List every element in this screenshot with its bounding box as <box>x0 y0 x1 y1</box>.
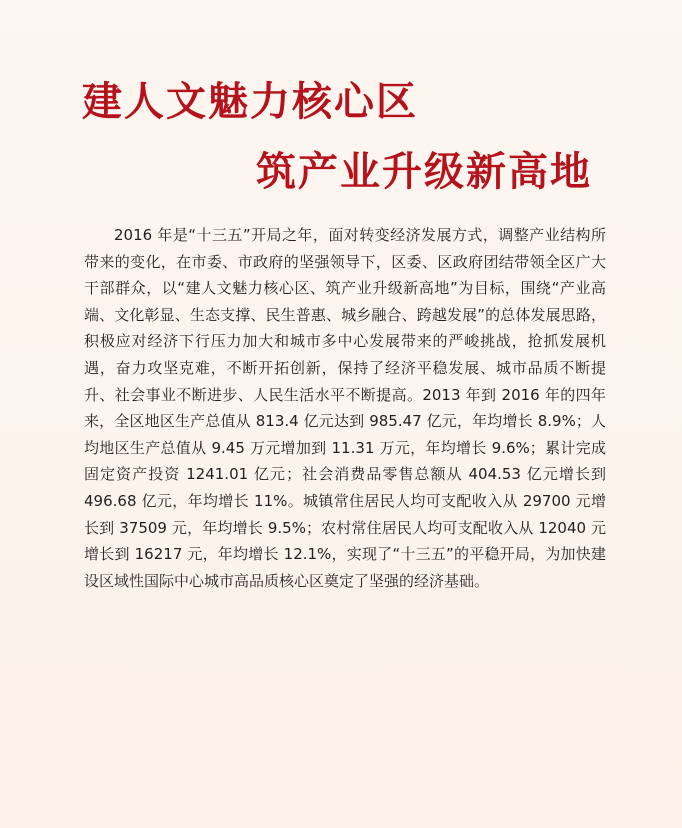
body-text-block <box>84 222 606 594</box>
body-paragraph: 2016 年是“十三五”开局之年，面对转变经济发展方式，调整产业结构所带来的变化，在市委、市政府的坚强领导下，区委、区政府团结带领全区广大干部群众，以“建人文魅力核心区、筑产业升级新高地”为目标，围绕“产业高端、文化彰显、生态支撑、民生普惠、城乡融合、跨越发展”的总体发展思路，积极应对经济下行压力加大和城市多中心发展带来的严峻挑战，抢抓发展机遇，奋力攻坚克难，不断开拓创新，保持了经济平稳发展、城市品质不断提升、社会事业不断进步、人民生活水平不断提高。2013 年到 2016 年的四年来，全区地区生产总值从 813.4 亿元达到 985.47 亿元，年均增长 8.9%；人均地区生产总值从 9.45 万元增加到 11.31 万元，年均增长 9.6%；累计完成固定资产投资 1241.01 亿元；社会消费品零售总额从 404.53 亿元增长到 496.68 亿元，年均增长 11%。城镇常住居民人均可支配收入从 29700 元增长到 37509 元，年均增长 9.5%；农村常住居民人均可支配收入从 12040 元增长到 16217 元，年均增长 12.1%，实现了“十三五”的平稳开局，为加快建设区域性国际中心城市高品质核心区奠定了坚强的经济基础。 <box>84 226 606 590</box>
title-line-2: 筑产业升级新高地 <box>256 148 592 195</box>
title-line-1: 建人文魅力核心区 <box>82 78 418 125</box>
